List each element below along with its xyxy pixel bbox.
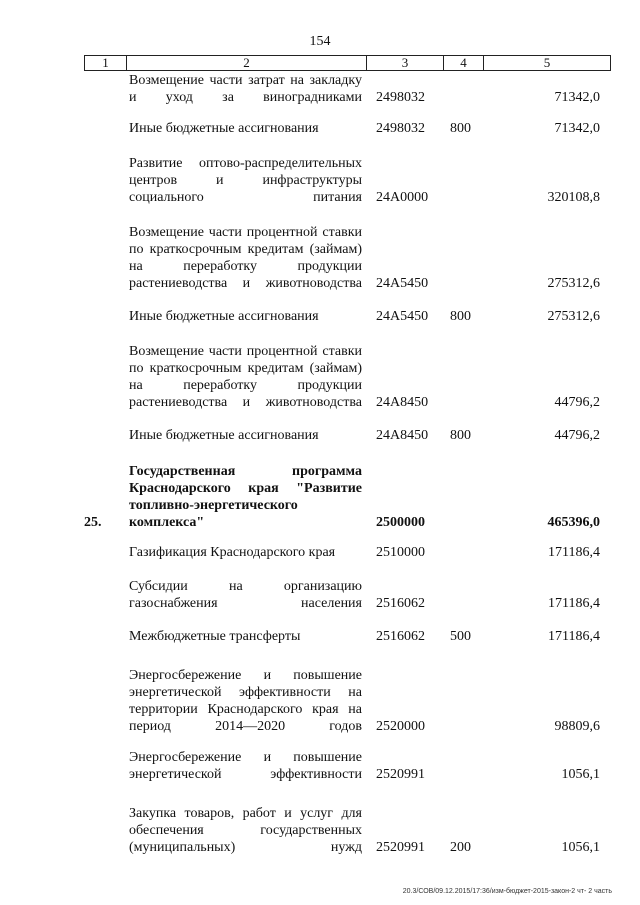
- row-code: 2516062: [376, 596, 425, 611]
- row-type: 800: [450, 428, 471, 443]
- row-name: Газификация Краснодарского края: [129, 545, 336, 560]
- row-name: Возмещение части затрат на закладку и уход за виноградниками: [129, 73, 362, 105]
- row-amount: 1056,1: [561, 840, 600, 855]
- row-name: Иные бюджетные ассигнования: [129, 309, 319, 324]
- page-number: 154: [309, 34, 331, 49]
- row-amount: 44796,2: [554, 428, 600, 443]
- row-amount: 275312,6: [547, 276, 600, 291]
- row-type: 800: [450, 121, 471, 136]
- column-header-3: 3: [367, 56, 444, 70]
- row-code: 24А5450: [376, 276, 429, 291]
- row-code: 24А5450: [376, 309, 429, 324]
- row-amount: 320108,8: [547, 190, 600, 205]
- row-type: 800: [450, 309, 471, 324]
- row-code: 2498032: [376, 121, 425, 136]
- row-amount: 44796,2: [554, 395, 600, 410]
- row-amount: 71342,0: [554, 90, 600, 105]
- row-name: Межбюджетные трансферты: [129, 629, 301, 644]
- row-code: 2520991: [376, 767, 425, 782]
- row-name: Возмещение части процентной ставки по краткосрочным кредитам (займам) на переработку продукции растениеводства и животноводства: [129, 225, 362, 291]
- row-name: Энергосбережение и повышение энергетической эффективности: [129, 750, 362, 782]
- row-name: Энергосбережение и повышение энергетической эффективности на территории Краснодарского края на период 2014—2020 годов: [129, 668, 362, 734]
- row-name: Закупка товаров, работ и услуг для обеспечения государственных (муниципальных) нужд: [129, 806, 362, 855]
- row-code: 2510000: [376, 545, 425, 560]
- row-code: 2500000: [376, 515, 425, 530]
- row-type: 500: [450, 629, 471, 644]
- row-number: 25.: [84, 515, 102, 530]
- row-amount: 171186,4: [548, 545, 600, 560]
- row-amount: 98809,6: [554, 719, 600, 734]
- row-amount: 275312,6: [547, 309, 600, 324]
- row-name: Субсидии на организацию газоснабжения населения: [129, 579, 362, 611]
- row-amount: 171186,4: [548, 629, 600, 644]
- row-name: Возмещение части процентной ставки по краткосрочным кредитам (займам) на переработку продукции растениеводства и животноводства: [129, 344, 362, 410]
- row-name: Иные бюджетные ассигнования: [129, 428, 319, 443]
- row-amount: 171186,4: [548, 596, 600, 611]
- column-header-1: 1: [85, 56, 127, 70]
- column-header-5: 5: [543, 55, 551, 70]
- row-amount: 71342,0: [554, 121, 600, 136]
- row-name: Государственная программа Краснодарского края "Развитие топливно-энергетического комплекса": [129, 464, 362, 530]
- row-type: 200: [450, 840, 471, 855]
- column-header-2: 2: [127, 56, 367, 70]
- footer-stamp: 20.3/СОВ/09.12.2015/17:36/изм-бюджет-2015-закон-2 чт- 2 часть: [402, 888, 612, 895]
- row-name: Развитие оптово-распределительных центров и инфраструктуры социального питания: [129, 156, 362, 205]
- row-code: 2516062: [376, 629, 425, 644]
- row-code: 24А8450: [376, 395, 429, 410]
- column-header-4: 4: [444, 56, 484, 70]
- row-code: 24А0000: [376, 190, 429, 205]
- row-code: 2520000: [376, 719, 425, 734]
- row-amount: 1056,1: [561, 767, 600, 782]
- row-code: 2520991: [376, 840, 425, 855]
- row-code: 24А8450: [376, 428, 429, 443]
- row-code: 2498032: [376, 90, 425, 105]
- row-name: Иные бюджетные ассигнования: [129, 121, 319, 136]
- row-amount: 465396,0: [547, 515, 600, 530]
